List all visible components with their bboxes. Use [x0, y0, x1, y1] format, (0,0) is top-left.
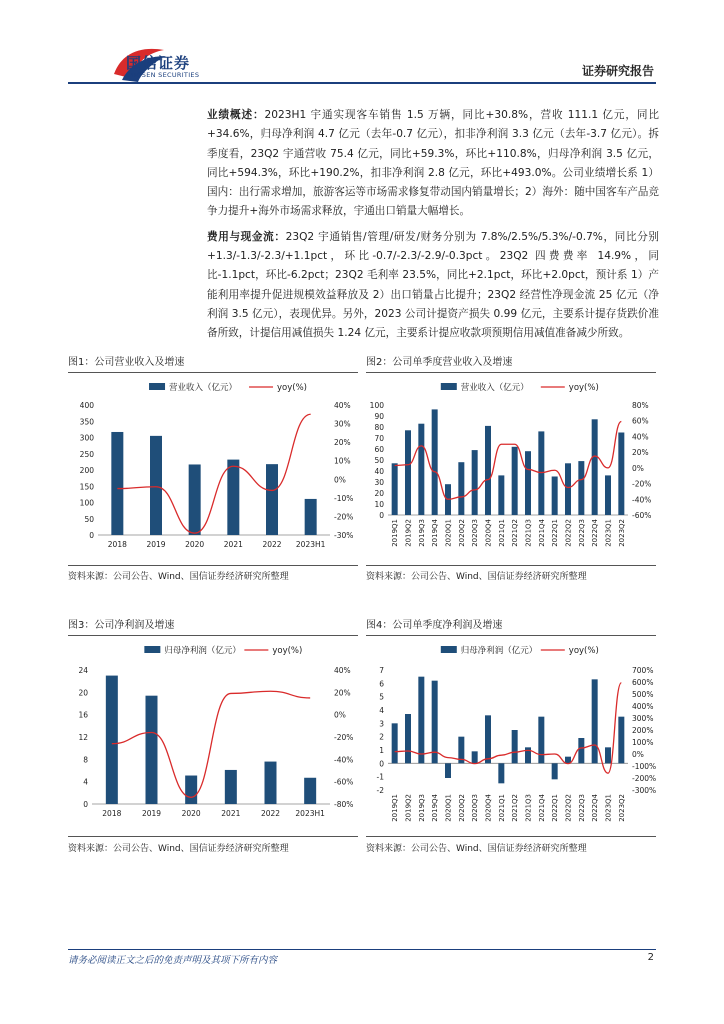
right-axis-tick-label: -20% — [334, 733, 354, 742]
right-axis-tick-label: 30% — [334, 419, 351, 429]
category-label: 2023Q1 — [604, 794, 613, 822]
yoy-line — [112, 691, 310, 797]
category-label: 2020 — [181, 809, 201, 818]
figure-source-divider — [366, 836, 656, 837]
chart-net-profit-quarterly — [366, 640, 656, 830]
category-label: 2021Q1 — [497, 519, 506, 547]
legend-swatch-bar — [144, 646, 160, 653]
category-label: 2020Q3 — [471, 519, 480, 547]
bar — [418, 677, 424, 764]
legend-label-line: yoy(%) — [568, 383, 599, 393]
category-label: 2021Q3 — [524, 519, 533, 547]
right-axis-tick-label: -60% — [632, 511, 652, 520]
bar — [552, 477, 558, 516]
left-axis-tick-label: 3 — [379, 719, 384, 729]
paragraph-text: 2023H1 宇通实现客车销售 1.5 万辆，同比+30.8%，营收 111.1 亿元，同比+34.6%，归母净利润 4.7 亿元（去年-0.7 亿元），扣非净利润 3.3 亿元（去年-3.7 亿元）。拆季度看，23Q2 宇通营收 75.4 亿元，同比+59.3%，环比+110.8%，归母净利润 3.5 亿元，同比+594.3%，环比+190.2%，扣非净利润 2.8 亿元，环比+493.0%。公司业绩增长系 1）国内：出行需求增加，旅游客运等市场需求修复带动国内销量增长；2）海外：随中国客车产品竞争力提升+海外市场需求释放，宇通出口销量大幅增长。 — [207, 109, 659, 218]
bar — [418, 424, 424, 515]
right-axis-tick-label: -30% — [334, 531, 354, 540]
body-text — [207, 106, 659, 350]
figure-1 — [68, 355, 358, 585]
category-label: 2021Q3 — [524, 794, 533, 822]
bar — [578, 738, 584, 763]
figure-source: 资料来源：公司公告、Wind、国信证券经济研究所整理 — [366, 572, 587, 582]
right-axis-tick-label: 500% — [632, 690, 654, 699]
left-axis-tick-label: 150 — [79, 482, 94, 492]
left-axis-tick-label: 50 — [374, 456, 384, 465]
bar — [592, 679, 598, 763]
left-axis-tick-label: 250 — [79, 449, 94, 459]
legend-swatch-bar — [441, 646, 457, 653]
category-label: 2021Q4 — [537, 519, 546, 547]
bar — [512, 447, 518, 515]
left-axis-tick-label: 8 — [83, 755, 88, 765]
left-axis-tick-label: 12 — [78, 733, 88, 742]
left-axis-tick-label: -2 — [376, 786, 384, 795]
legend-swatch-bar — [441, 383, 457, 390]
left-axis-tick-label: 1 — [379, 746, 384, 755]
category-label: 2023H1 — [295, 809, 325, 818]
bar — [106, 676, 118, 804]
legend-label-line: yoy(%) — [272, 646, 303, 656]
left-axis-tick-label: 4 — [83, 777, 88, 787]
category-label: 2020Q4 — [484, 519, 493, 547]
figure-title-divider — [68, 635, 358, 636]
category-label: 2021Q2 — [511, 794, 520, 822]
bar — [432, 681, 438, 764]
left-axis-tick-label: 400 — [79, 401, 94, 410]
left-axis-tick-label: 24 — [78, 666, 88, 675]
right-axis-tick-label: 20% — [334, 438, 351, 448]
category-label: 2022 — [262, 540, 282, 549]
paragraph-text: 23Q2 宇通销售/管理/研发/财务分别为 7.8%/2.5%/5.3%/-0.7%，同比分别+1.3/-1.3/-2.3/+1.1pct，环比-0.7/-2.3/-2.9/-0.3pct。23Q2 四费费率 14.9%，同比-1.1pct，环比-6.2pct；23Q2 毛利率 23.5%，同比+2.1pct，环比+2.0pct，预计系 1）产能利用率提升促进规模效益释放及 2）出口销量占比提升；23Q2 经营性净现金流 25 亿元（净利润 3.5 亿元），表现优异。另外，2023 公司计提资产损失 0.99 亿元，主要系计提存货跌价准备所致，计提信用减值损失 1.24 亿元，主要系计提应收款项预期信用减值准备减少所致。 — [207, 230, 660, 340]
bar — [227, 460, 239, 535]
figure-source-divider — [68, 565, 358, 566]
legend-label-bar: 归母净利润（亿元） — [460, 646, 538, 656]
company-name-en: GUOSEN SECURITIES — [126, 71, 200, 79]
yoy-line — [395, 422, 622, 500]
bar — [565, 463, 571, 515]
right-axis-tick-label: 0% — [632, 463, 644, 473]
paragraph-performance — [207, 106, 659, 222]
bar — [265, 762, 277, 804]
right-axis-tick-label: 700% — [632, 666, 654, 675]
header-divider — [68, 82, 656, 84]
bar — [458, 462, 464, 515]
bar — [266, 464, 278, 535]
category-label: 2019Q3 — [417, 519, 426, 547]
left-axis-tick-label: 0 — [379, 511, 384, 520]
category-label: 2020Q1 — [444, 794, 453, 822]
figure-3 — [68, 618, 358, 858]
left-axis-tick-label: 0 — [379, 759, 384, 769]
footer-divider — [68, 949, 656, 950]
footer-disclaimer: 请务必阅读正文之后的免责声明及其项下所有内容 — [68, 955, 278, 966]
bar — [472, 450, 478, 515]
right-axis-tick-label: -100% — [632, 762, 656, 771]
bar — [225, 770, 237, 804]
figure-source: 资料来源：公司公告、Wind、国信证券经济研究所整理 — [68, 844, 289, 854]
category-label: 2022Q4 — [591, 519, 600, 547]
left-axis-tick-label: 6 — [379, 679, 384, 689]
category-label: 2021Q4 — [537, 794, 546, 822]
company-name-cn: 国信证券 — [126, 54, 191, 72]
category-label: 2019Q2 — [404, 519, 413, 547]
category-label: 2022Q3 — [577, 519, 586, 547]
bar — [538, 717, 544, 764]
left-axis-tick-label: 70 — [374, 434, 384, 443]
category-label: 2021Q1 — [497, 794, 506, 822]
category-label: 2022 — [260, 809, 281, 818]
figure-4 — [366, 618, 656, 858]
category-label: 2021 — [221, 809, 241, 818]
category-label: 2022Q1 — [551, 794, 560, 822]
right-axis-tick-label: 600% — [632, 678, 654, 687]
bar — [189, 464, 201, 535]
right-axis-tick-label: 20% — [334, 688, 351, 698]
category-label: 2020Q2 — [457, 519, 466, 547]
bar — [485, 426, 491, 515]
bar — [512, 730, 518, 763]
bar — [405, 714, 411, 763]
category-label: 2019Q1 — [391, 794, 400, 822]
bar — [578, 461, 584, 515]
left-axis-tick-label: 5 — [379, 692, 384, 702]
left-axis-tick-label: 60 — [374, 445, 384, 454]
legend-label-line: yoy(%) — [568, 646, 599, 656]
left-axis-tick-label: 20 — [374, 489, 384, 498]
legend-label-bar: 营业收入（亿元） — [460, 383, 529, 393]
left-axis-tick-label: 350 — [79, 417, 94, 427]
right-axis-tick-label: -10% — [334, 493, 354, 503]
bar — [552, 763, 558, 779]
category-label: 2023Q2 — [617, 519, 626, 547]
page-number: 2 — [647, 952, 654, 963]
figure-source: 资料来源：公司公告、Wind、国信证券经济研究所整理 — [68, 572, 289, 582]
left-axis-tick-label: 20 — [78, 688, 88, 698]
report-type-label: 证券研究报告 — [581, 64, 654, 78]
page-header — [0, 0, 724, 90]
category-label: 2020Q2 — [457, 794, 466, 822]
right-axis-tick-label: 40% — [334, 666, 351, 675]
bar — [111, 432, 123, 535]
category-label: 2022Q2 — [564, 794, 573, 822]
bar — [472, 751, 478, 763]
right-axis-tick-label: -40% — [632, 495, 652, 505]
right-axis-tick-label: 400% — [632, 702, 654, 711]
category-label: 2021Q2 — [511, 519, 520, 547]
right-axis-tick-label: -20% — [632, 479, 652, 489]
bar — [498, 763, 504, 783]
right-axis-tick-label: 40% — [632, 432, 649, 442]
right-axis-tick-label: 0% — [334, 475, 346, 485]
bar — [305, 499, 317, 535]
bar — [618, 717, 624, 764]
left-axis-tick-label: 30 — [374, 478, 384, 487]
category-label: 2020Q4 — [484, 794, 493, 822]
right-axis-tick-label: -40% — [334, 755, 354, 765]
right-axis-tick-label: 0% — [632, 750, 644, 759]
left-axis-tick-label: 80 — [374, 423, 384, 432]
right-axis-tick-label: 300% — [632, 714, 654, 723]
category-label: 2020 — [185, 540, 205, 549]
bar — [485, 715, 491, 763]
bar — [432, 409, 438, 515]
figure-2 — [366, 355, 656, 585]
category-label: 2019Q2 — [404, 794, 413, 822]
bar — [605, 747, 611, 763]
yoy-line — [395, 683, 622, 773]
left-axis-tick-label: -1 — [376, 772, 384, 782]
left-axis-tick-label: 100 — [79, 498, 94, 508]
chart-revenue-quarterly — [366, 377, 656, 562]
category-label: 2021 — [223, 540, 243, 549]
left-axis-tick-label: 0 — [89, 531, 94, 540]
category-label: 2023H1 — [295, 540, 326, 549]
category-label: 2022Q1 — [551, 519, 560, 547]
figure-title-divider — [68, 372, 358, 373]
chart-net-profit-annual — [68, 640, 358, 830]
bar — [498, 475, 504, 515]
bar — [150, 436, 162, 535]
right-axis-tick-label: -200% — [632, 774, 656, 783]
legend-label-bar: 营业收入（亿元） — [169, 383, 238, 393]
right-axis-tick-label: -300% — [632, 786, 656, 795]
right-axis-tick-label: -80% — [334, 800, 354, 809]
figure-source-divider — [68, 836, 358, 837]
yoy-line — [117, 414, 310, 533]
bar — [304, 778, 316, 804]
category-label: 2022Q3 — [577, 794, 586, 822]
category-label: 2019Q1 — [391, 519, 400, 547]
right-axis-tick-label: 100% — [632, 738, 654, 747]
left-axis-tick-label: 2 — [379, 732, 384, 742]
bar — [445, 763, 451, 778]
left-axis-tick-label: 7 — [379, 666, 384, 675]
legend-label-line: yoy(%) — [277, 383, 308, 393]
left-axis-tick-label: 16 — [78, 710, 88, 720]
category-label: 2022Q2 — [564, 519, 573, 547]
bar — [525, 747, 531, 763]
left-axis-tick-label: 4 — [379, 706, 384, 715]
category-label: 2019 — [146, 540, 166, 549]
category-label: 2018 — [102, 809, 122, 818]
left-axis-tick-label: 10 — [374, 500, 384, 509]
legend-swatch-bar — [149, 383, 165, 390]
paragraph-lead: 费用与现金流： — [207, 230, 286, 243]
paragraph-lead: 业绩概述： — [207, 109, 265, 121]
figure-title: 图4：公司单季度净利润及增速 — [366, 620, 503, 631]
right-axis-tick-label: 200% — [632, 726, 654, 735]
chart-revenue-annual — [68, 377, 358, 562]
category-label: 2023Q2 — [617, 794, 626, 822]
figure-source-divider — [366, 565, 656, 566]
bar — [146, 696, 158, 804]
figure-title: 图2：公司单季度营业收入及增速 — [366, 357, 513, 368]
bar — [392, 463, 398, 515]
bar — [605, 475, 611, 515]
right-axis-tick-label: 80% — [632, 401, 649, 410]
right-axis-tick-label: 40% — [334, 401, 351, 410]
left-axis-tick-label: 0 — [83, 800, 88, 809]
figure-title-divider — [366, 372, 656, 373]
bar — [525, 451, 531, 515]
right-axis-tick-label: 0% — [334, 710, 346, 720]
figure-title-divider — [366, 635, 656, 636]
category-label: 2022Q4 — [591, 794, 600, 822]
left-axis-tick-label: 50 — [84, 514, 94, 524]
figure-source: 资料来源：公司公告、Wind、国信证券经济研究所整理 — [366, 844, 587, 854]
category-label: 2020Q3 — [471, 794, 480, 822]
right-axis-tick-label: 60% — [632, 416, 649, 426]
left-axis-tick-label: 40 — [374, 467, 384, 476]
right-axis-tick-label: 20% — [632, 448, 649, 458]
category-label: 2020Q1 — [444, 519, 453, 547]
category-label: 2019Q4 — [431, 794, 440, 822]
bar — [618, 433, 624, 516]
bar — [405, 430, 411, 515]
bar — [392, 723, 398, 763]
legend-label-bar: 归母净利润（亿元） — [164, 646, 241, 656]
right-axis-tick-label: -20% — [334, 512, 354, 522]
left-axis-tick-label: 300 — [79, 433, 94, 443]
category-label: 2019Q4 — [431, 519, 440, 547]
category-label: 2023Q1 — [604, 519, 613, 547]
right-axis-tick-label: -60% — [334, 777, 354, 787]
category-label: 2018 — [107, 540, 127, 549]
category-label: 2019Q3 — [417, 794, 426, 822]
left-axis-tick-label: 200 — [79, 466, 94, 475]
figure-title: 图3：公司净利润及增速 — [68, 620, 175, 631]
figure-title: 图1：公司营业收入及增速 — [68, 357, 185, 368]
left-axis-tick-label: 90 — [374, 412, 384, 421]
paragraph-cost — [207, 228, 659, 344]
category-label: 2019 — [141, 809, 162, 818]
left-axis-tick-label: 100 — [369, 401, 384, 410]
right-axis-tick-label: 10% — [334, 456, 351, 466]
bar — [185, 776, 197, 804]
bar — [592, 419, 598, 515]
